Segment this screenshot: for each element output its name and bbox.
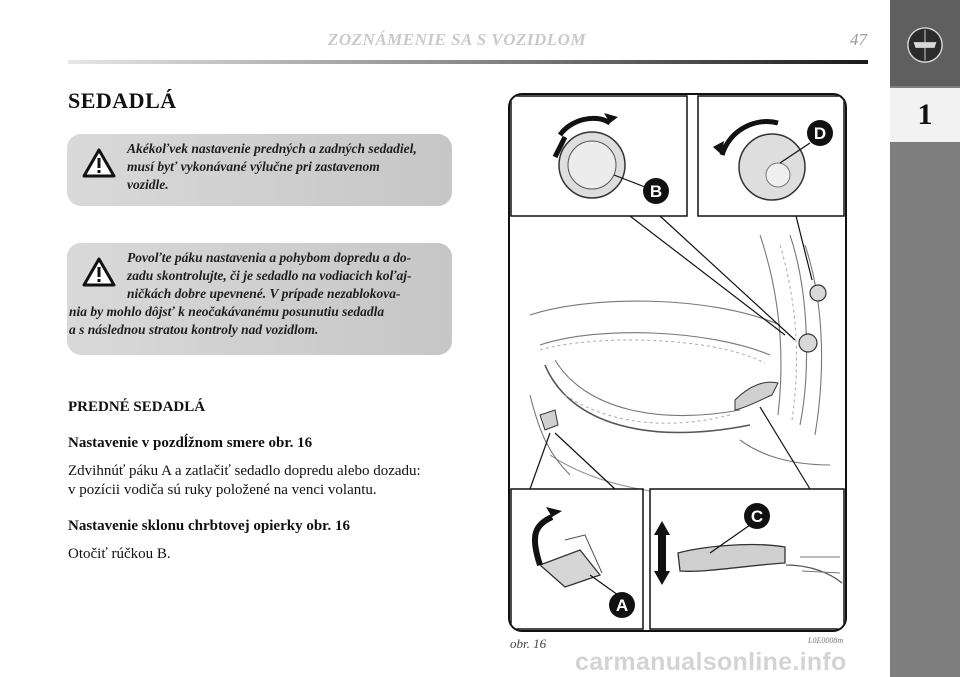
chapter-tab[interactable]	[890, 88, 960, 142]
seat-figure	[508, 93, 847, 632]
logo-box	[890, 0, 960, 86]
warning-line: zadu skontrolujte, či je sedadlo na vodiacich koľaj-	[127, 268, 412, 283]
warning-line: ničkách dobre upevnené. V prípade nezablokova-	[127, 286, 401, 301]
backrest-text: Otočiť rúčkou B.	[68, 546, 171, 562]
warning-line: nia by mohlo dôjsť k neočakávanému posunutiu sedadla	[69, 304, 385, 319]
label-b-callout	[643, 178, 669, 204]
figure-code: L0E0008m	[808, 636, 844, 645]
label-b: B	[649, 182, 663, 201]
watermark: carmanualsonline.info	[575, 648, 847, 676]
label-a-callout	[609, 592, 635, 618]
longitudinal-heading: Nastavenie v pozdĺžnom smere obr. 16	[68, 435, 313, 451]
figure-caption: obr. 16	[510, 636, 547, 651]
warning-triangle-icon	[82, 257, 116, 287]
label-a: A	[615, 596, 629, 615]
label-c-callout	[744, 503, 770, 529]
label-c: C	[750, 507, 764, 526]
warning-box-2	[67, 243, 452, 355]
longitudinal-line-2: v pozícii vodiča sú ruky položené na venci volantu.	[68, 482, 377, 498]
chapter-number: 1	[917, 98, 933, 131]
warning-triangle-icon	[82, 148, 116, 178]
label-d: D	[813, 124, 827, 143]
chapter-sidebar	[890, 0, 960, 677]
page-number: 47	[850, 30, 867, 49]
warning-box-1	[67, 134, 452, 206]
warning-line: a s následnou stratou kontroly nad vozidlom.	[69, 322, 319, 337]
longitudinal-line-1: Zdvihnúť páku A a zatlačiť sedadlo dopredu alebo dozadu:	[68, 463, 421, 479]
header-rule	[68, 60, 868, 64]
warning-line: vozidle.	[127, 177, 169, 192]
running-title: ZOZNÁMENIE SA S VOZIDLOM	[328, 30, 587, 49]
warning-line: Povoľte páku nastavenia a pohybom dopredu a do-	[127, 250, 412, 265]
backrest-heading: Nastavenie sklonu chrbtovej opierky obr. 16	[68, 518, 350, 534]
warning-line: Akékoľvek nastavenie predných a zadných sedadiel,	[127, 141, 417, 156]
front-seats-heading: PREDNÉ SEDADLÁ	[68, 399, 206, 415]
seat-illustration	[510, 95, 845, 630]
lancia-badge-icon	[906, 26, 944, 64]
warning-line: musí byť vykonávané výlučne pri zastavenom	[127, 159, 380, 174]
label-d-callout	[807, 120, 833, 146]
section-title: SEDADLÁ	[68, 88, 177, 113]
